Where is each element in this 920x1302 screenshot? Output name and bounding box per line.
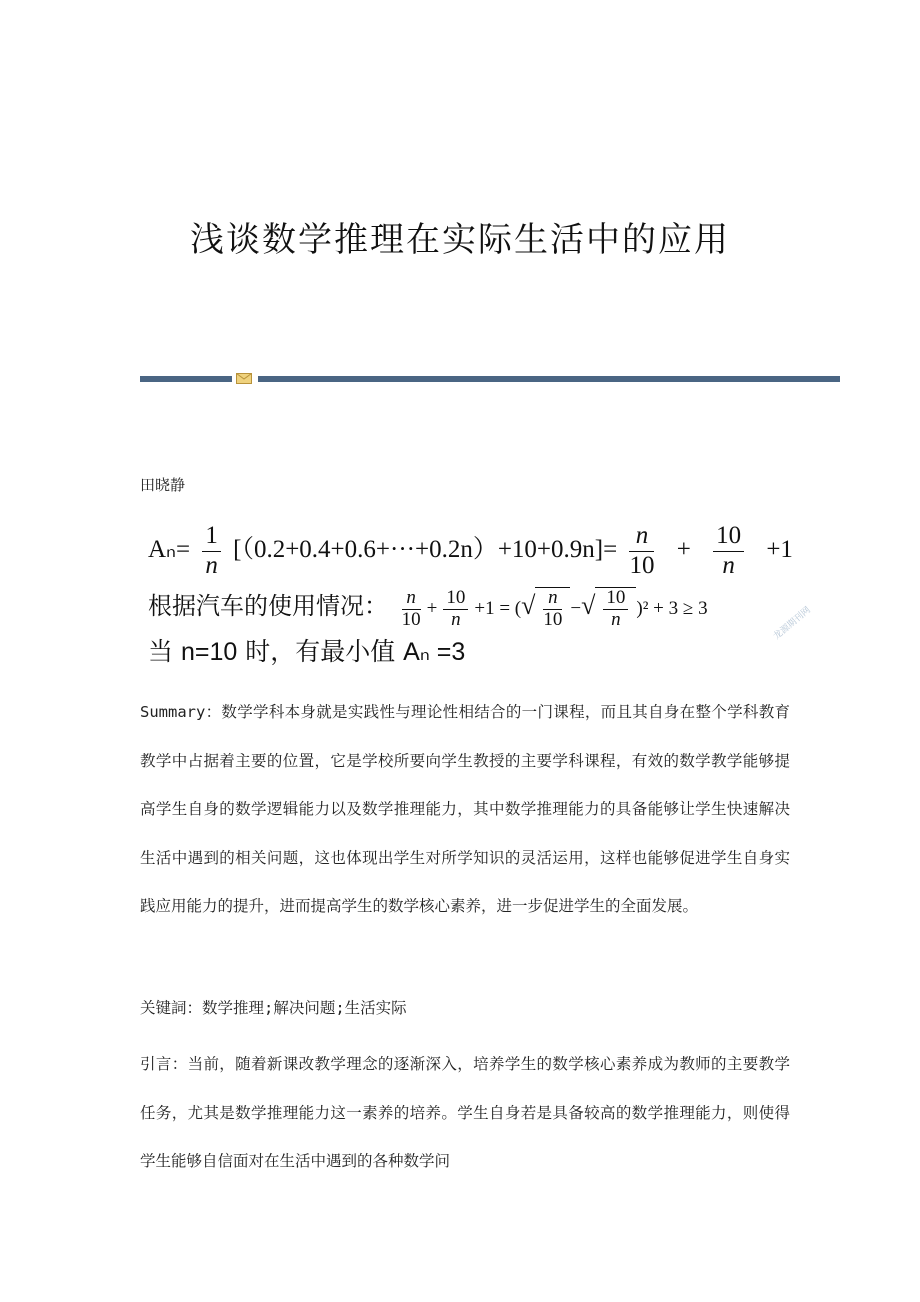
formula-fraction bbox=[629, 522, 654, 581]
fraction-numerator: n bbox=[402, 588, 421, 610]
fraction-denominator: n bbox=[205, 551, 218, 579]
formula-fraction bbox=[202, 522, 221, 581]
title-divider bbox=[140, 374, 840, 384]
formula-bracket-expr: [（0.2+0.4+0.6+···+0.2n）+10+0.9n]= bbox=[233, 535, 618, 563]
formula-line-3-prefix: 当 bbox=[148, 637, 181, 666]
watermark: 龙源期刊网 bbox=[771, 605, 813, 642]
formula-condition: n=10 bbox=[180, 638, 238, 666]
formula-lhs: Aₙ= bbox=[148, 535, 191, 563]
summary-paragraph: Summary：数学学科本身就是实践性与理论性相结合的一门课程，而且其自身在整个学科教育教学中占据着主要的位置，它是学校所要向学生教授的主要学科课程，有效的数学教学能够提高学生自身的数学逻辑能力以及数学推理能力，其中数学推理能力的具备能够让学生快速解决生活中遇到的相关问题，这也体现出学生对所学知识的灵活运用，这样也能够促进学生自身实践应用能力的提升，进而提高学生的数学核心素养，进一步促进学生的全面发展。 bbox=[140, 703, 790, 915]
formula-mid: +1 = ( bbox=[474, 598, 522, 619]
divider-bar-right bbox=[258, 376, 840, 382]
formula-result: Aₙ =3 bbox=[403, 638, 466, 666]
formula-fraction bbox=[543, 588, 562, 631]
formula-fraction bbox=[443, 588, 468, 631]
fraction-denominator: 10 bbox=[543, 609, 563, 631]
formula-minus: − bbox=[570, 598, 582, 619]
formula-fraction bbox=[402, 588, 421, 631]
formula-line-1 bbox=[148, 522, 793, 581]
fraction-denominator: 10 bbox=[629, 551, 655, 579]
fraction-denominator: 10 bbox=[401, 609, 421, 631]
intro-paragraph: 引言：当前，随着新课改教学理念的逐渐深入，培养学生的数学核心素养成为教师的主要教学任务，尤其是数学推理能力这一素养的培养。学生自身若是具备较高的数学推理能力，则使得学生能够自信面对在生活中遇到的各种数学问 bbox=[140, 1055, 790, 1170]
formula-plus: + bbox=[426, 598, 438, 619]
formula-fraction bbox=[603, 588, 628, 631]
fraction-numerator: 10 bbox=[443, 588, 468, 610]
sqrt-term bbox=[535, 587, 570, 631]
fraction-numerator: 1 bbox=[202, 522, 221, 552]
fraction-denominator: n bbox=[611, 609, 621, 631]
fraction-numerator: 10 bbox=[603, 588, 628, 610]
fraction-denominator: n bbox=[722, 551, 735, 579]
formula-fraction bbox=[713, 522, 744, 581]
formula-tail: +1 bbox=[766, 535, 793, 563]
formula-line-3-mid: 时，有最小值 bbox=[237, 637, 404, 666]
formula-image bbox=[148, 522, 848, 672]
envelope-icon bbox=[236, 373, 252, 384]
formula-line-2: 根据汽车的使用情况： $\frac{n}{10}$ + $\frac{10}{n}$ +1 = (√ $\frac{n}{10}$ −√ $\frac{10}{n}$ )² + 3 ≥ 3 bbox=[148, 587, 708, 631]
keywords-line: 关键詞：数学推理;解决问题;生活实际 bbox=[140, 999, 407, 1017]
page-title: 浅谈数学推理在实际生活中的应用 bbox=[190, 220, 730, 260]
fraction-numerator: n bbox=[629, 522, 654, 552]
formula-plus: + bbox=[676, 535, 691, 563]
formula-tail: )² + 3 ≥ 3 bbox=[636, 598, 708, 619]
author-name: 田晓静 bbox=[140, 476, 186, 494]
sqrt-term bbox=[595, 587, 636, 631]
fraction-numerator: 10 bbox=[713, 522, 744, 552]
fraction-numerator: n bbox=[543, 588, 562, 610]
fraction-denominator: n bbox=[451, 609, 461, 631]
divider-bar-left bbox=[140, 376, 232, 382]
formula-line-3 bbox=[148, 632, 465, 668]
formula-line-2-text: 根据汽车的使用情况： bbox=[148, 592, 388, 620]
